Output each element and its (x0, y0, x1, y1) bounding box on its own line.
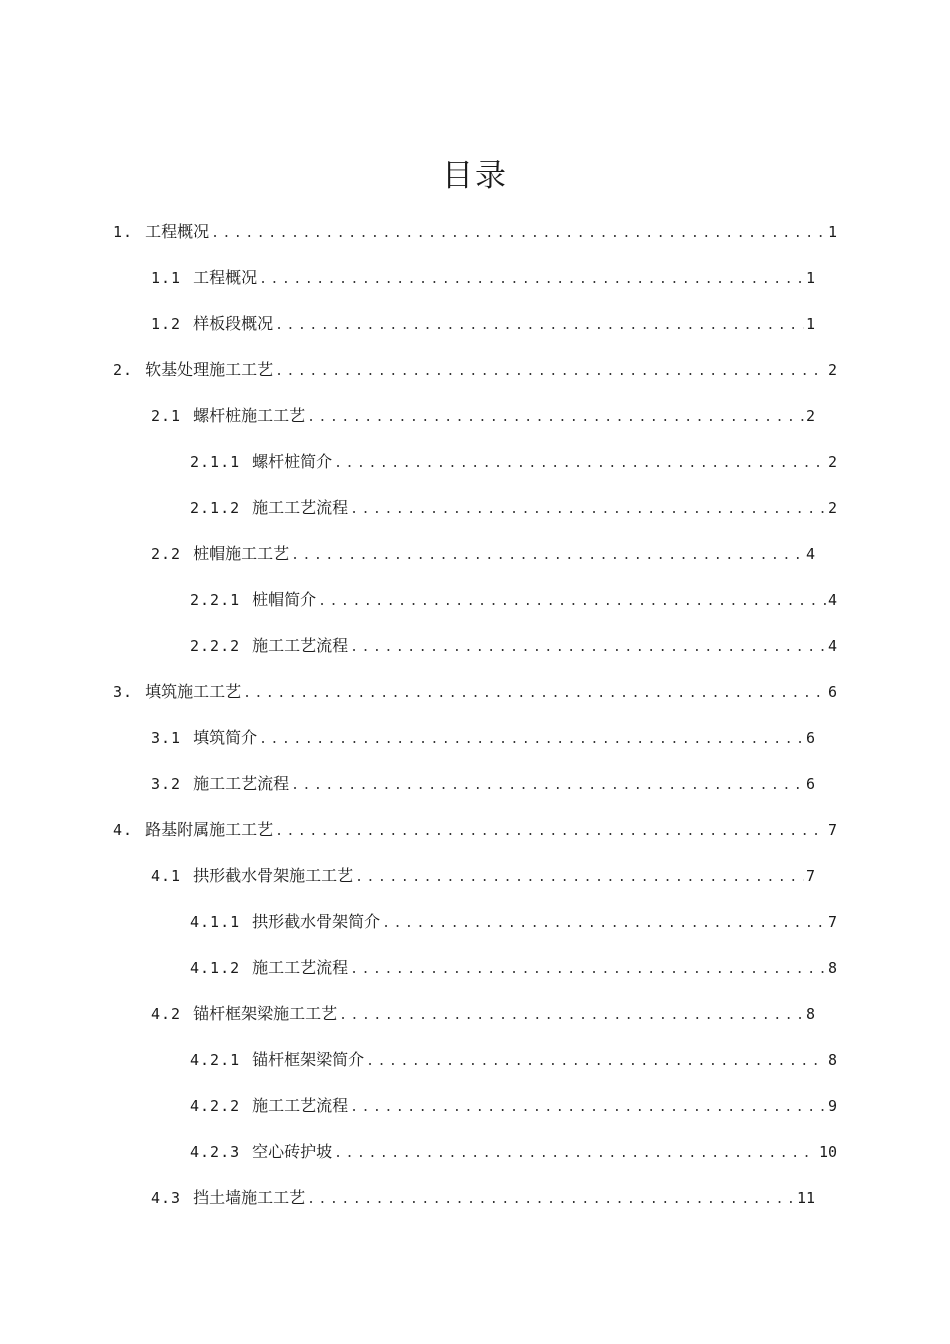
toc-entry-number: 3.2 (151, 775, 182, 793)
toc-entry-page-number: 7 (805, 867, 815, 885)
toc-entry-page-number: 9 (827, 1097, 837, 1115)
toc-entry-page-number: 6 (827, 683, 837, 701)
toc-dot-leader (382, 904, 826, 944)
toc-entry-page-number: 1 (827, 223, 837, 241)
toc-entry-page-number: 4 (827, 637, 837, 655)
toc-entry-number: 4.3 (151, 1189, 182, 1207)
toc-dot-leader (211, 214, 826, 254)
toc-entry-number: 4.1 (151, 867, 182, 885)
toc-entry-number: 4.2 (151, 1005, 182, 1023)
toc-entry[interactable] (0, 948, 837, 994)
toc-list (0, 212, 950, 1224)
toc-title: 目录 (442, 158, 508, 194)
toc-entry[interactable] (0, 212, 837, 258)
toc-entry-page-number: 2 (805, 407, 815, 425)
toc-entry[interactable] (0, 1132, 837, 1178)
toc-entry-number: 4.1.1 (190, 913, 241, 931)
toc-entry-label: 工程概况 (193, 268, 258, 287)
toc-entry[interactable] (0, 442, 837, 488)
toc-entry-page-number: 7 (827, 821, 837, 839)
toc-dot-leader (291, 536, 804, 576)
toc-entry-number: 4.2.3 (190, 1143, 241, 1161)
toc-entry-label: 螺杆桩简介 (252, 452, 333, 471)
toc-entry-number: 2. (113, 361, 134, 379)
toc-entry[interactable] (0, 856, 815, 902)
toc-dot-leader (350, 950, 826, 990)
toc-entry[interactable] (0, 534, 815, 580)
toc-entry[interactable] (0, 350, 837, 396)
toc-entry-page-number: 8 (827, 1051, 837, 1069)
toc-dot-leader (366, 1042, 826, 1082)
toc-entry-number: 3.1 (151, 729, 182, 747)
toc-entry-page-number: 8 (805, 1005, 815, 1023)
toc-entry-number: 2.2 (151, 545, 182, 563)
toc-entry-label: 桩帽施工工艺 (193, 544, 290, 563)
toc-entry-number: 1. (113, 223, 134, 241)
toc-entry-label: 工程概况 (145, 222, 210, 241)
toc-entry-page-number: 8 (827, 959, 837, 977)
toc-dot-leader (291, 766, 804, 806)
toc-entry[interactable] (0, 626, 837, 672)
toc-dot-leader (350, 628, 826, 668)
toc-entry-page-number: 2 (827, 361, 837, 379)
toc-dot-leader (259, 260, 804, 300)
toc-entry[interactable] (0, 810, 837, 856)
toc-dot-leader (275, 306, 804, 346)
toc-entry[interactable] (0, 902, 837, 948)
toc-entry-page-number: 6 (805, 729, 815, 747)
toc-entry-page-number: 10 (818, 1143, 837, 1161)
toc-entry-page-number: 1 (805, 315, 815, 333)
toc-entry[interactable] (0, 396, 815, 442)
toc-dot-leader (307, 398, 804, 438)
toc-entry-label: 拱形截水骨架施工工艺 (193, 866, 354, 885)
toc-entry-number: 4.2.2 (190, 1097, 241, 1115)
toc-entry[interactable] (0, 1178, 815, 1224)
toc-entry-label: 空心砖护坡 (252, 1142, 333, 1161)
toc-entry-label: 螺杆桩施工工艺 (193, 406, 306, 425)
toc-entry[interactable] (0, 718, 815, 764)
toc-entry-number: 3. (113, 683, 134, 701)
toc-entry-page-number: 6 (805, 775, 815, 793)
toc-entry-number: 4.2.1 (190, 1051, 241, 1069)
toc-entry-number: 2.2.2 (190, 637, 241, 655)
toc-entry-page-number: 2 (827, 453, 837, 471)
toc-entry[interactable] (0, 488, 837, 534)
toc-entry-number: 4. (113, 821, 134, 839)
toc-dot-leader (318, 582, 826, 622)
toc-entry-label: 锚杆框架梁施工工艺 (193, 1004, 338, 1023)
toc-entry-number: 2.1.2 (190, 499, 241, 517)
toc-entry[interactable] (0, 258, 815, 304)
toc-entry-label: 施工工艺流程 (252, 636, 349, 655)
toc-entry-label: 施工工艺流程 (252, 498, 349, 517)
toc-entry[interactable] (0, 672, 837, 718)
toc-entry[interactable] (0, 1040, 837, 1086)
toc-entry-page-number: 11 (796, 1189, 815, 1207)
toc-entry-label: 填筑施工工艺 (145, 682, 242, 701)
toc-dot-leader (350, 490, 826, 530)
toc-entry-page-number: 1 (805, 269, 815, 287)
toc-dot-leader (243, 674, 826, 714)
toc-entry-number: 1.2 (151, 315, 182, 333)
toc-entry-label: 软基处理施工工艺 (145, 360, 274, 379)
toc-entry-label: 施工工艺流程 (252, 958, 349, 977)
toc-entry-label: 挡土墙施工工艺 (193, 1188, 306, 1207)
toc-dot-leader (339, 996, 804, 1036)
toc-entry[interactable] (0, 304, 815, 350)
toc-entry-label: 样板段概况 (193, 314, 274, 333)
toc-entry-page-number: 7 (827, 913, 837, 931)
toc-entry[interactable] (0, 994, 815, 1040)
toc-entry-number: 2.2.1 (190, 591, 241, 609)
toc-entry-page-number: 4 (827, 591, 837, 609)
toc-entry-label: 施工工艺流程 (252, 1096, 349, 1115)
toc-dot-leader (355, 858, 804, 898)
toc-dot-leader (275, 812, 826, 852)
toc-dot-leader (334, 1134, 817, 1174)
toc-entry-label: 拱形截水骨架简介 (252, 912, 381, 931)
toc-entry[interactable] (0, 764, 815, 810)
toc-entry-number: 2.1.1 (190, 453, 241, 471)
toc-entry-number: 2.1 (151, 407, 182, 425)
toc-entry[interactable] (0, 1086, 837, 1132)
toc-dot-leader (259, 720, 804, 760)
toc-entry-label: 路基附属施工工艺 (145, 820, 274, 839)
toc-dot-leader (307, 1180, 795, 1220)
toc-entry-label: 填筑简介 (193, 728, 258, 747)
toc-entry-label: 锚杆框架梁简介 (252, 1050, 365, 1069)
toc-entry-page-number: 2 (827, 499, 837, 517)
toc-entry-label: 桩帽简介 (252, 590, 317, 609)
toc-entry-number: 1.1 (151, 269, 182, 287)
toc-entry-page-number: 4 (805, 545, 815, 563)
toc-dot-leader (350, 1088, 826, 1128)
toc-dot-leader (334, 444, 826, 484)
toc-dot-leader (275, 352, 826, 392)
toc-entry-number: 4.1.2 (190, 959, 241, 977)
toc-entry[interactable] (0, 580, 837, 626)
toc-entry-label: 施工工艺流程 (193, 774, 290, 793)
